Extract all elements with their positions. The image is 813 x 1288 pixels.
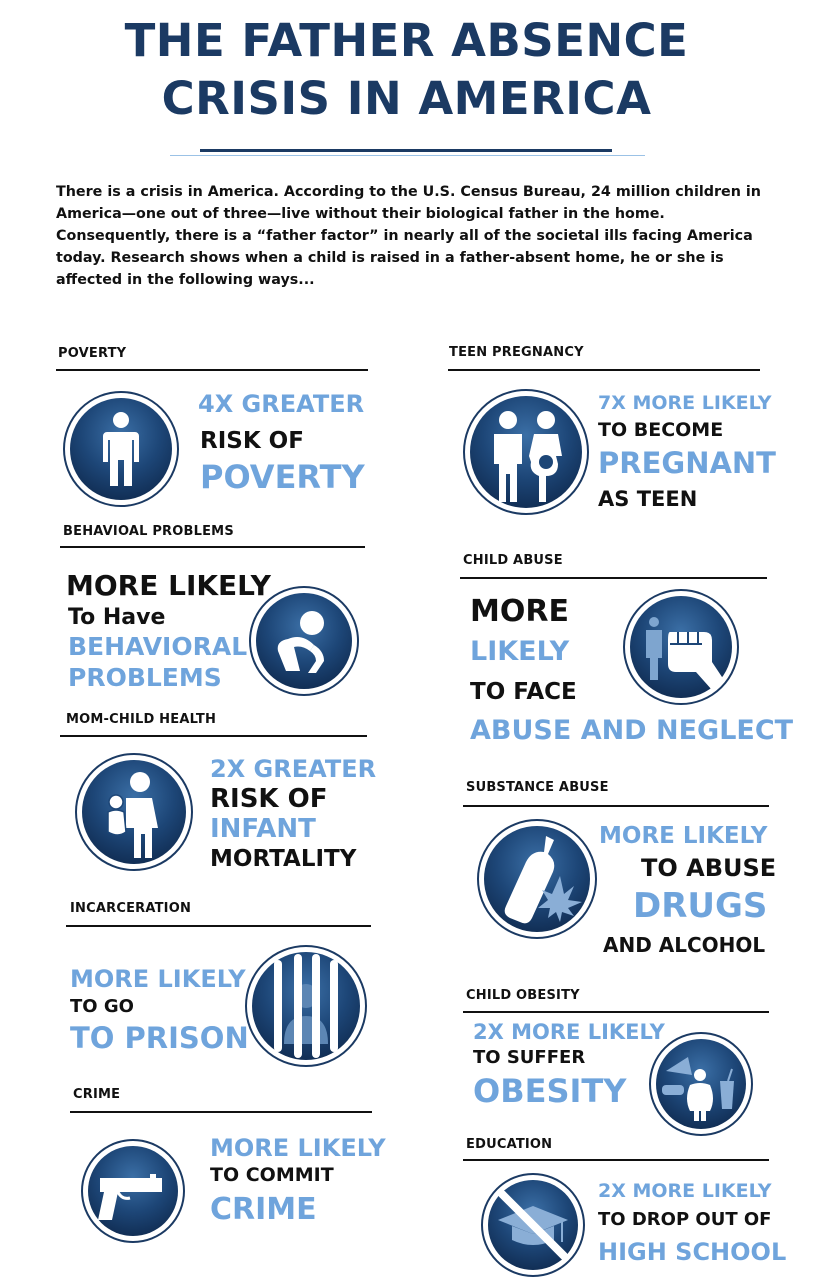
incarceration-stat-line-1: MORE LIKELY (70, 965, 246, 993)
intro-paragraph: There is a crisis in America. According to the U.S. Census Bureau, 24 million children in America—one out of three—live without their biological father in the home. Consequently, there is a “father factor” in nearly all of the societal ills facing America today. Research shows when a child is raised in a father-absent home, he or she is affected in the following ways... (56, 184, 761, 288)
poverty-stat-line-1: 4X GREATER (198, 390, 365, 418)
section-rule (70, 1111, 372, 1113)
no-graduation-cap-icon (480, 1172, 586, 1278)
section-rule (60, 546, 365, 548)
incarceration-stat-line-2: TO GO (70, 996, 134, 1017)
momchild-stat-line-3: INFANT (210, 814, 316, 844)
crime-stat-line-3: CRIME (210, 1192, 317, 1227)
poverty-stat-line-2: RISK OF (200, 428, 304, 454)
section-heading-incarceration: INCARCERATION (70, 901, 192, 916)
education-stat-line-2: TO DROP OUT OF (598, 1209, 772, 1230)
obesity-stat-line-3: OBESITY (473, 1072, 627, 1110)
behavioral-stat-line-1: MORE LIKELY (66, 569, 271, 602)
section-rule (60, 735, 367, 737)
teen-stat-line-2: TO BECOME (598, 419, 724, 441)
teen-stat-line-3: PREGNANT (598, 446, 776, 480)
sad-child-icon (248, 585, 360, 697)
crime-stat-line-1: MORE LIKELY (210, 1134, 386, 1162)
substance-stat-line-3: DRUGS (633, 886, 768, 926)
bottle-leaf-icon (476, 818, 598, 940)
prison-bars-icon (244, 944, 368, 1068)
section-heading-child-obesity: CHILD OBESITY (466, 988, 580, 1003)
gun-icon (80, 1138, 186, 1244)
section-rule (463, 1159, 769, 1161)
momchild-stat-line-1: 2X GREATER (210, 755, 377, 783)
pregnant-couple-icon (462, 388, 590, 516)
behavioral-stat-line-4: PROBLEMS (68, 663, 222, 692)
behavioral-stat-line-3: BEHAVIORAL (68, 632, 248, 661)
education-stat-line-1: 2X MORE LIKELY (598, 1180, 772, 1202)
abuse-stat-line-3: TO FACE (470, 679, 577, 705)
section-rule (463, 1011, 769, 1013)
section-rule (56, 369, 368, 371)
fist-icon (622, 588, 740, 706)
incarceration-stat-line-3: TO PRISON (70, 1021, 249, 1055)
section-rule (66, 925, 371, 927)
obesity-stat-line-2: TO SUFFER (473, 1047, 586, 1068)
teen-stat-line-4: AS TEEN (598, 487, 698, 511)
poverty-stat-line-3: POVERTY (200, 458, 365, 496)
section-heading-teen-pregnancy: TEEN PREGNANCY (449, 345, 584, 360)
title-divider (200, 149, 612, 152)
education-stat-line-3: HIGH SCHOOL (598, 1238, 787, 1266)
momchild-stat-line-4: MORTALITY (210, 846, 357, 872)
behavioral-stat-line-2: To Have (68, 605, 166, 630)
substance-stat-line-2: TO ABUSE (641, 854, 777, 882)
person-icon (62, 390, 180, 508)
section-rule (448, 369, 760, 371)
page-title-line-1: THE FATHER ABSENCE (124, 14, 689, 67)
title-divider-light (170, 155, 645, 156)
page-title-line-2: CRISIS IN AMERICA (161, 72, 652, 125)
momchild-stat-line-2: RISK OF (210, 784, 328, 814)
section-heading-behavioral: BEHAVIOAL PROBLEMS (63, 524, 234, 539)
mother-child-icon (74, 752, 194, 872)
section-heading-substance-abuse: SUBSTANCE ABUSE (466, 780, 609, 795)
section-heading-crime: CRIME (73, 1087, 121, 1102)
abuse-stat-line-2: LIKELY (470, 636, 570, 667)
teen-stat-line-1: 7X MORE LIKELY (598, 392, 772, 414)
section-rule (460, 577, 767, 579)
section-rule (463, 805, 769, 807)
junk-food-icon (648, 1031, 754, 1137)
substance-stat-line-4: AND ALCOHOL (603, 933, 766, 957)
section-heading-mom-child: MOM-CHILD HEALTH (66, 712, 217, 727)
substance-stat-line-1: MORE LIKELY (599, 823, 768, 849)
abuse-stat-line-4: ABUSE AND NEGLECT (470, 715, 794, 746)
abuse-stat-line-1: MORE (470, 594, 569, 629)
section-heading-poverty: POVERTY (58, 346, 127, 361)
obesity-stat-line-1: 2X MORE LIKELY (473, 1020, 665, 1044)
section-heading-education: EDUCATION (466, 1137, 553, 1152)
crime-stat-line-2: TO COMMIT (210, 1164, 334, 1186)
section-heading-child-abuse: CHILD ABUSE (463, 553, 563, 568)
